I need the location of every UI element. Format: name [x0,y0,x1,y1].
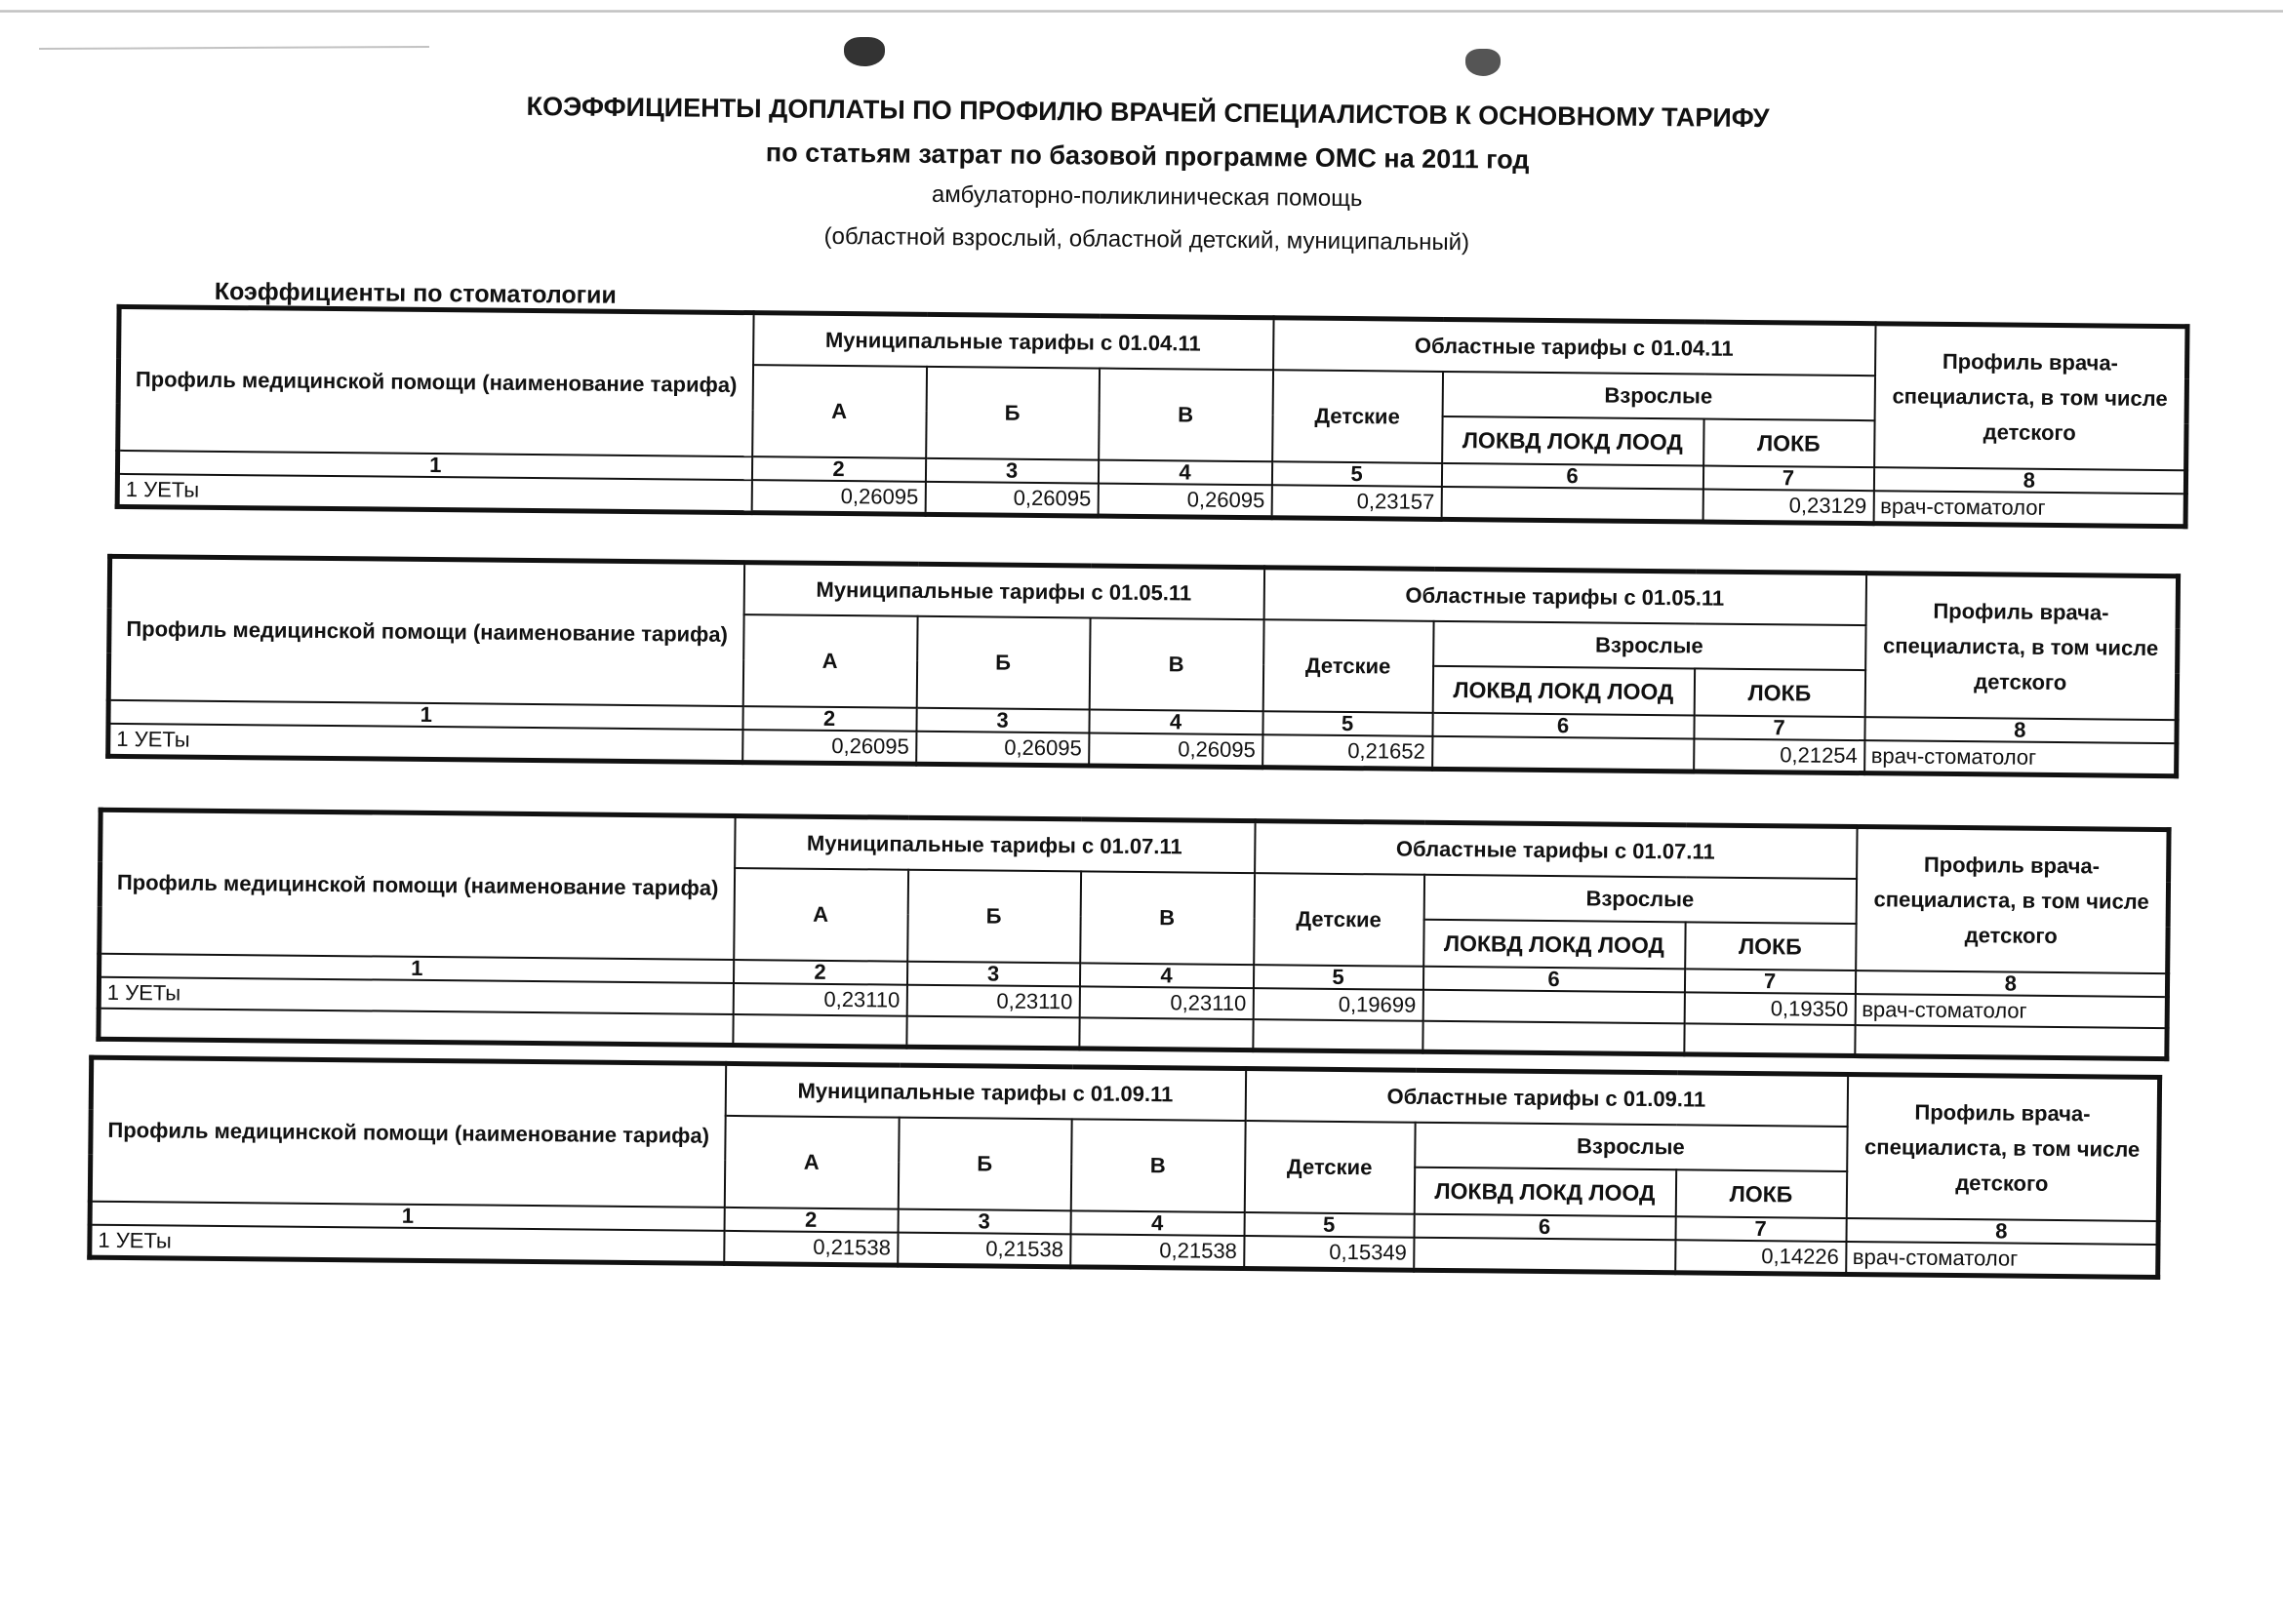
doctor-profile-header: Профиль врача-специалиста, в том числе детского [1856,827,2169,974]
value-a-cell: 0,23110 [733,983,906,1016]
col-number: 8 [1846,1218,2158,1245]
section-title: Коэффициенты по стоматологии [214,277,617,309]
value-b-cell: 0,21538 [898,1233,1070,1267]
col-a-header: А [734,868,908,962]
col-v-header: В [1070,1119,1245,1212]
profile-header: Профиль медицинской помощи (наименование тарифа) [90,1057,725,1208]
value-lokvd-cell [1432,736,1694,772]
children-header: Детские [1262,619,1433,713]
empty-cell [733,1014,906,1047]
col-b-header: Б [907,870,1081,964]
doctor-profile-header: Профиль врача-специалиста, в том числе детского [1874,324,2187,471]
value-children-cell: 0,15349 [1244,1236,1414,1270]
municipal-tariffs-header: Муниципальные тарифы с 01.04.11 [753,313,1273,371]
lokvd-header: ЛОКВД ЛОКД ЛООД [1432,666,1694,716]
doctor-profile-cell: врач-стоматолог [1864,740,2177,776]
value-b-cell: 0,26095 [916,732,1089,766]
col-number: 7 [1694,715,1864,740]
value-b-cell: 0,26095 [925,482,1098,516]
value-children-cell: 0,19699 [1253,988,1422,1021]
children-header: Детские [1254,873,1424,967]
col-number: 7 [1702,466,1873,492]
value-lokb-cell: 0,14226 [1675,1240,1846,1274]
col-number: 5 [1271,461,1441,487]
doctor-profile-cell: врач-стоматолог [1873,491,2185,527]
col-number: 1 [90,1202,724,1231]
value-lokb-cell: 0,21254 [1694,738,1864,772]
value-v-cell: 0,21538 [1070,1234,1244,1268]
col-a-header: А [742,614,917,708]
empty-cell [1079,1017,1253,1050]
regional-tariffs-header: Областные тарифы с 01.04.11 [1273,318,1876,376]
value-lokb-cell: 0,23129 [1702,490,1873,524]
profile-header: Профиль медицинской помощи (наименование тарифа) [108,556,743,706]
profile-header: Профиль медицинской помощи (наименование тарифа) [100,810,735,960]
adults-header: Взрослые [1415,1123,1847,1171]
adults-header: Взрослые [1442,372,1874,420]
empty-cell [1855,1025,2167,1059]
col-number: 4 [1079,963,1253,988]
col-number: 3 [906,962,1079,987]
tariff-table-1 [115,304,2190,529]
col-number: 2 [751,456,925,482]
col-number: 3 [898,1209,1070,1235]
col-number: 6 [1432,713,1694,739]
municipal-tariffs-header: Муниципальные тарифы с 01.09.11 [725,1063,1245,1121]
regional-tariffs-header: Областные тарифы с 01.07.11 [1255,821,1858,879]
empty-cell [1253,1019,1422,1051]
lokb-header: ЛОКБ [1675,1169,1846,1218]
lokvd-header: ЛОКВД ЛОКД ЛООД [1423,920,1685,970]
regional-tariffs-header: Областные тарифы с 01.09.11 [1245,1069,1848,1127]
tariff-name-cell: 1 УЕТы [117,474,751,513]
empty-cell [1422,1021,1684,1054]
doctor-profile-header: Профиль врача-специалиста, в том числе детского [1864,574,2178,721]
col-a-header: А [752,365,927,458]
value-lokvd-cell [1422,990,1684,1024]
col-number: 4 [1070,1210,1244,1236]
adults-header: Взрослые [1433,621,1865,670]
doctor-profile-cell: врач-стоматолог [1855,994,2167,1028]
col-b-header: Б [926,367,1100,460]
col-b-header: Б [898,1118,1071,1211]
col-number: 2 [724,1208,898,1233]
profile-header: Профиль медицинской помощи (наименование тарифа) [118,306,753,456]
value-a-cell: 0,26095 [751,480,925,514]
lokvd-header: ЛОКВД ЛОКД ЛООД [1442,416,1703,466]
tariff-name-cell: 1 УЕТы [108,724,742,763]
value-v-cell: 0,26095 [1089,733,1262,767]
col-number: 6 [1414,1214,1675,1241]
value-v-cell: 0,26095 [1098,484,1271,518]
col-number: 4 [1089,709,1262,734]
value-b-cell: 0,23110 [906,985,1079,1018]
lokb-header: ЛОКБ [1703,419,1874,468]
value-lokb-cell: 0,19350 [1684,992,1855,1025]
tariff-table-3 [96,808,2171,1061]
col-number: 8 [1855,970,2167,997]
col-number: 3 [925,458,1098,484]
col-v-header: В [1080,871,1255,965]
value-a-cell: 0,21538 [724,1231,898,1265]
col-number: 6 [1422,967,1684,993]
value-lokvd-cell [1414,1238,1675,1273]
col-number: 1 [117,451,751,480]
empty-cell [906,1016,1079,1049]
document-subtitle: амбулаторно-поликлиническая помощь [931,180,1363,213]
value-children-cell: 0,23157 [1271,485,1441,519]
col-number: 2 [733,960,906,985]
value-a-cell: 0,26095 [742,730,916,764]
col-number: 4 [1098,460,1271,486]
empty-cell [99,1009,733,1046]
doctor-profile-cell: врач-стоматолог [1846,1242,2158,1278]
municipal-tariffs-header: Муниципальные тарифы с 01.05.11 [743,563,1263,620]
regional-tariffs-header: Областные тарифы с 01.05.11 [1263,568,1866,625]
col-b-header: Б [916,616,1090,710]
doctor-profile-header: Профиль врача-специалиста, в том числе детского [1846,1074,2159,1221]
value-children-cell: 0,21652 [1262,734,1432,769]
municipal-tariffs-header: Муниципальные тарифы с 01.07.11 [735,816,1255,874]
value-v-cell: 0,23110 [1079,986,1253,1019]
tariff-table-4 [87,1055,2162,1280]
col-a-header: А [724,1116,899,1209]
children-header: Детские [1244,1121,1415,1214]
empty-cell [1684,1023,1855,1055]
document-subtitle-line2: (областной взрослый, областной детский, муниципальный) [823,222,1470,257]
document-title: КОЭФФИЦИЕНТЫ ДОПЛАТЫ ПО ПРОФИЛЮ ВРАЧЕЙ СПЕЦИАЛИСТОВ К ОСНОВНОМУ ТАРИФУ [526,91,1770,134]
col-number: 5 [1262,711,1432,736]
tariff-table-2 [105,554,2181,778]
col-number: 7 [1684,969,1855,994]
col-number: 7 [1675,1216,1846,1242]
col-v-header: В [1089,617,1263,711]
tariff-name-cell: 1 УЕТы [90,1225,724,1264]
lokb-header: ЛОКБ [1694,668,1864,717]
col-number: 5 [1244,1212,1414,1238]
col-number: 3 [916,708,1089,733]
tariff-name-cell: 1 УЕТы [99,977,733,1014]
value-lokvd-cell [1441,487,1702,522]
col-number: 1 [100,954,734,983]
col-number: 8 [1873,467,2185,494]
col-number: 1 [108,700,742,730]
document-title-line2: по статьям затрат по базовой программе ОМС на 2011 год [765,138,1530,175]
col-number: 2 [742,706,916,732]
children-header: Детские [1272,370,1443,463]
col-v-header: В [1099,369,1273,462]
lokvd-header: ЛОКВД ЛОКД ЛООД [1414,1168,1675,1217]
col-number: 6 [1441,463,1702,490]
col-number: 5 [1253,965,1422,990]
lokb-header: ЛОКБ [1685,922,1856,970]
col-number: 8 [1864,717,2177,743]
adults-header: Взрослые [1423,875,1856,924]
